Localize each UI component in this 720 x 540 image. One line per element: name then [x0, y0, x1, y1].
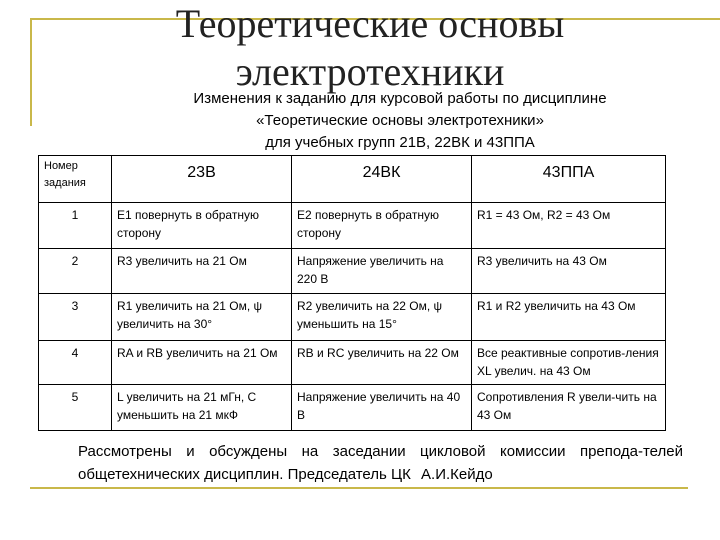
decorative-bottom-line — [30, 487, 688, 489]
cell-number: 2 — [39, 249, 112, 294]
footer-text: Рассмотрены и обсуждены на заседании цикловой комиссии препода-телей общетехнических дисциплин. Председатель ЦК — [78, 443, 683, 483]
cell-24vk: R2 увеличить на 22 Ом, ψ уменьшить на 15° — [292, 294, 472, 341]
table-row — [39, 249, 666, 294]
subtitle-line-2: «Теоретические основы электротехники» — [256, 112, 544, 129]
cell-43ppa: R3 увеличить на 43 Ом — [472, 249, 666, 294]
assignment-changes-table — [38, 155, 666, 431]
table-row — [39, 203, 666, 249]
table-row — [39, 341, 666, 385]
footer-note — [78, 440, 683, 486]
cell-23v: L увеличить на 21 мГн, C уменьшить на 21 мкФ — [112, 385, 292, 431]
subtitle-line-1: Изменения к заданию для курсовой работы по дисциплине — [193, 90, 607, 107]
cell-43ppa: R1 = 43 Ом, R2 = 43 Ом — [472, 203, 666, 249]
cell-number: 3 — [39, 294, 112, 341]
cell-24vk: Напряжение увеличить на 220 В — [292, 249, 472, 294]
decorative-left-line — [30, 18, 32, 126]
cell-23v: Е1 повернуть в обратную сторону — [112, 203, 292, 249]
cell-24vk: Напряжение увеличить на 40 В — [292, 385, 472, 431]
cell-43ppa: Сопротивления R увели-чить на 43 Ом — [472, 385, 666, 431]
cell-23v: RA и RB увеличить на 21 Ом — [112, 341, 292, 385]
header-group-23v: 23В — [112, 156, 292, 203]
header-group-24vk: 24ВК — [292, 156, 472, 203]
cell-number: 5 — [39, 385, 112, 431]
header-task-number: Номер задания — [39, 156, 112, 203]
table-row — [39, 294, 666, 341]
cell-24vk: Е2 повернуть в обратную сторону — [292, 203, 472, 249]
cell-23v: R1 увеличить на 21 Ом, ψ увеличить на 30° — [112, 294, 292, 341]
page-title: Теоретические основы электротехники — [175, 1, 565, 94]
subtitle-line-3: для учебных групп 21В, 22ВК и 43ППА — [265, 134, 535, 151]
cell-43ppa: R1 и R2 увеличить на 43 Ом — [472, 294, 666, 341]
header-group-43ppa: 43ППА — [472, 156, 666, 203]
cell-23v: R3 увеличить на 21 Ом — [112, 249, 292, 294]
subtitle — [130, 88, 670, 154]
chair-name: А.И.Кейдо — [421, 466, 493, 483]
cell-number: 1 — [39, 203, 112, 249]
cell-number: 4 — [39, 341, 112, 385]
table-row — [39, 385, 666, 431]
cell-43ppa: Все реактивные сопротив-ления XL увелич. на 43 Ом — [472, 341, 666, 385]
cell-24vk: RB и RC увеличить на 22 Ом — [292, 341, 472, 385]
table-header-row — [39, 156, 666, 203]
